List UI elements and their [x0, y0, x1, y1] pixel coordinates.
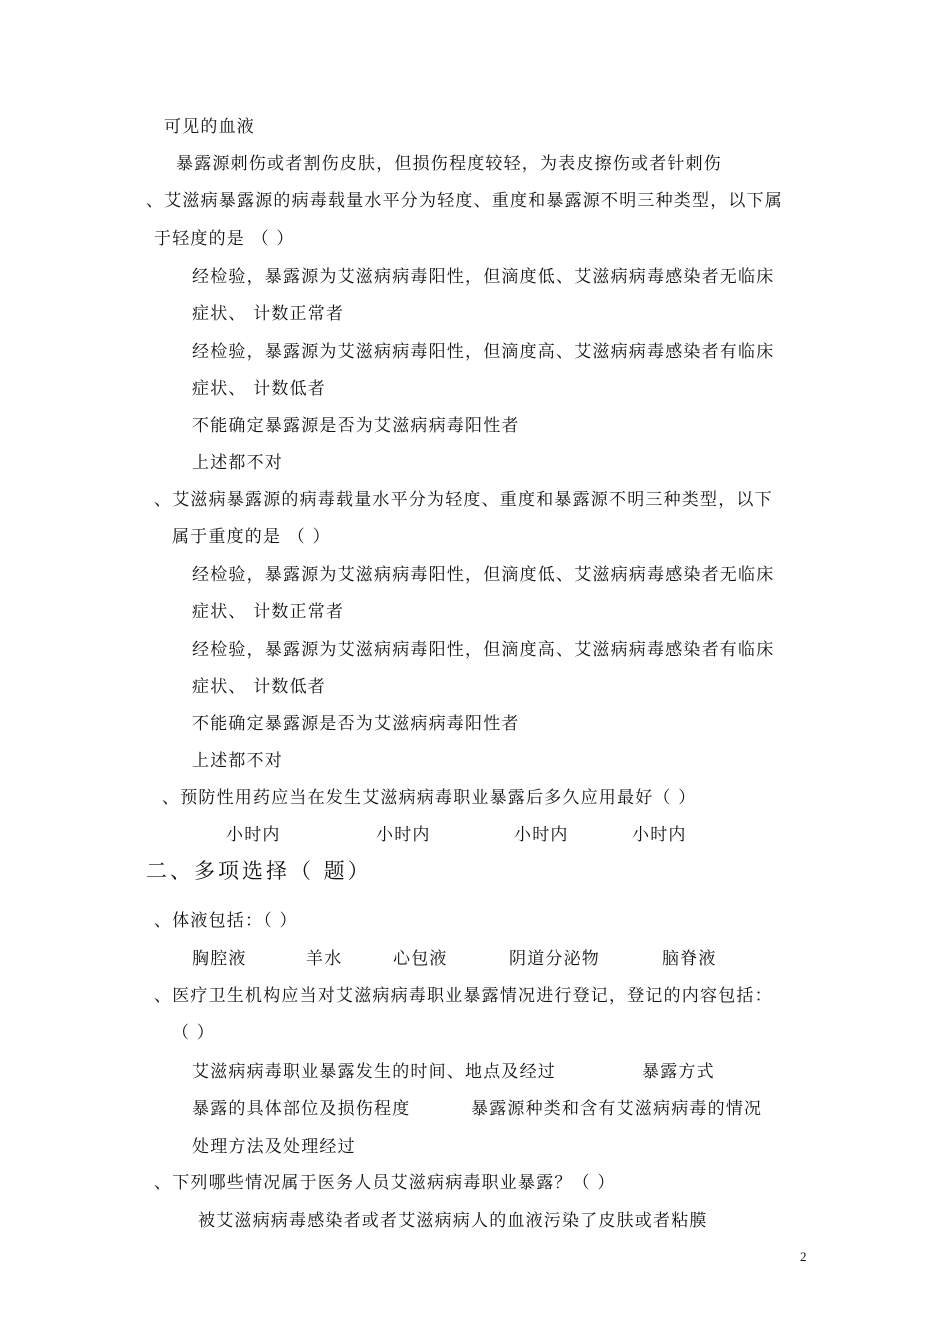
- option-text: 被艾滋病病毒感染者或者艾滋病病人的血液污染了皮肤或者粘膜: [198, 1211, 708, 1231]
- question-text: 、下列哪些情况属于医务人员艾滋病病毒职业暴露？（ ）: [154, 1173, 616, 1193]
- option-text: 经检验，暴露源为艾滋病病毒阳性，但滴度高、艾滋病病毒感染者有临床: [192, 640, 775, 660]
- option-text: 脑脊液: [662, 949, 717, 969]
- section-heading: 二、多项选择（ 题）: [146, 859, 372, 883]
- question-text: 、医疗卫生机构应当对艾滋病病毒职业暴露情况进行登记，登记的内容包括：: [154, 986, 773, 1006]
- question-text: 、体液包括：（ ）: [154, 911, 298, 931]
- option-text: 可见的血液: [164, 117, 255, 137]
- option-text: 艾滋病病毒职业暴露发生的时间、地点及经过: [192, 1062, 556, 1082]
- option-text: 小时内: [514, 825, 569, 845]
- question-text: 、预防性用药应当在发生艾滋病病毒职业暴露后多久应用最好（ ）: [162, 788, 697, 808]
- question-text: 于轻度的是 （ ）: [154, 229, 295, 249]
- option-text: 上述都不对: [192, 751, 283, 771]
- option-text: 暴露源刺伤或者割伤皮肤，但损伤程度较轻，为表皮擦伤或者针刺伤: [176, 154, 722, 174]
- option-text: 阴道分泌物: [509, 949, 600, 969]
- question-text: （ ）: [172, 1023, 216, 1043]
- option-text: 症状、 计数低者: [192, 379, 327, 399]
- option-text: 症状、 计数正常者: [192, 602, 345, 622]
- option-text: 处理方法及处理经过: [192, 1137, 356, 1157]
- question-text: 属于重度的是 （ ）: [172, 527, 331, 547]
- option-text: 心包液: [393, 949, 448, 969]
- option-text: 不能确定暴露源是否为艾滋病病毒阳性者: [192, 416, 520, 436]
- option-text: 小时内: [376, 825, 431, 845]
- option-text: 上述都不对: [192, 453, 283, 473]
- option-text: 症状、 计数正常者: [192, 304, 345, 324]
- option-text: 小时内: [632, 825, 687, 845]
- question-text: 、艾滋病暴露源的病毒载量水平分为轻度、重度和暴露源不明三种类型，以下属: [146, 191, 783, 211]
- option-text: 不能确定暴露源是否为艾滋病病毒阳性者: [192, 714, 520, 734]
- page-number: 2: [800, 1249, 807, 1264]
- question-text: 、艾滋病暴露源的病毒载量水平分为轻度、重度和暴露源不明三种类型，以下: [154, 490, 773, 510]
- option-text: 经检验，暴露源为艾滋病病毒阳性，但滴度高、艾滋病病毒感染者有临床: [192, 342, 775, 362]
- option-text: 暴露的具体部位及损伤程度: [192, 1099, 411, 1119]
- option-text: 经检验，暴露源为艾滋病病毒阳性，但滴度低、艾滋病病毒感染者无临床: [192, 267, 775, 287]
- option-text: 经检验，暴露源为艾滋病病毒阳性，但滴度低、艾滋病病毒感染者无临床: [192, 565, 775, 585]
- option-text: 暴露源种类和含有艾滋病病毒的情况: [471, 1099, 763, 1119]
- option-text: 小时内: [226, 825, 281, 845]
- option-text: 羊水: [306, 949, 343, 969]
- option-text: 胸腔液: [192, 949, 247, 969]
- option-text: 症状、 计数低者: [192, 677, 327, 697]
- option-text: 暴露方式: [642, 1062, 715, 1082]
